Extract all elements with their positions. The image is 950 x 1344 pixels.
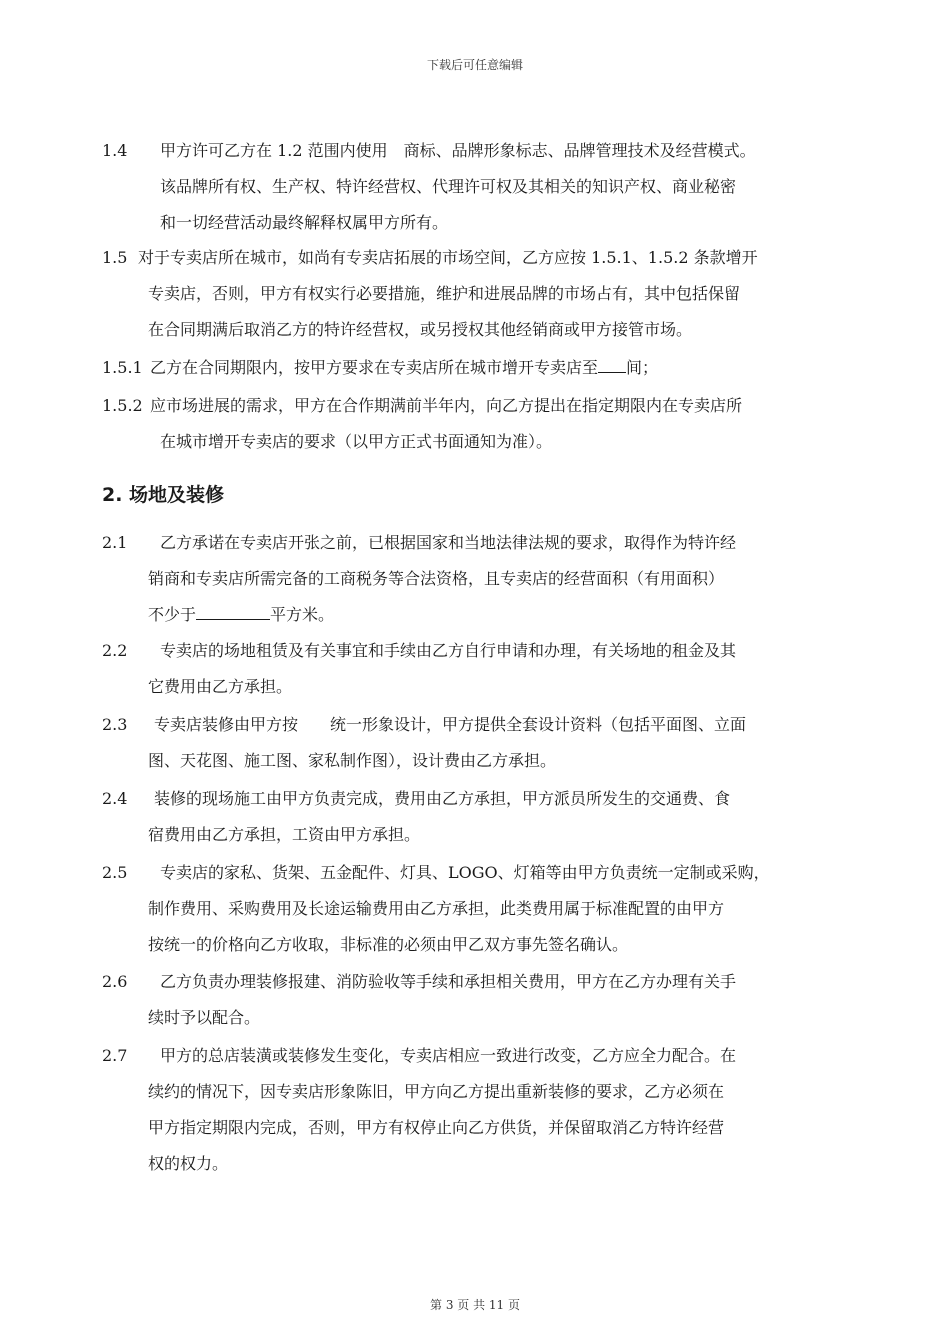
- clause-text: 间；: [626, 358, 659, 377]
- clause-number: 1.4: [102, 141, 128, 160]
- clause-1-5: [102, 240, 882, 348]
- clause-line: 对于专卖店所在城市，如尚有专卖店拓展的市场空间，乙方应按 1.5.1、1.5.2 条款增开: [138, 248, 758, 267]
- clause-number: 2.4: [102, 789, 128, 808]
- clause-number: 1.5.1: [102, 358, 143, 377]
- clause-text: 不少于: [148, 605, 197, 624]
- clause-line: [102, 350, 882, 386]
- clause-line: 专卖店的场地租赁及有关事宜和手续由乙方自行申请和办理，有关场地的租金及其: [160, 641, 737, 660]
- clause-line: 它费用由乙方承担。: [148, 677, 293, 696]
- clause-line: 在城市增开专卖店的要求（以甲方正式书面通知为准）。: [160, 432, 553, 451]
- clause-line: 甲方的总店装潢或装修发生变化，专卖店相应一致进行改变，乙方应全力配合。在: [160, 1046, 737, 1065]
- clause-number: 2.1: [102, 533, 128, 552]
- clause-2-4: [102, 781, 882, 853]
- clause-number: 2.5: [102, 863, 128, 882]
- clause-line: 和一切经营活动最终解释权属甲方所有。: [160, 213, 449, 232]
- clause-1-4: [102, 133, 882, 241]
- clause-line: 甲方指定期限内完成，否则，甲方有权停止向乙方供货，并保留取消乙方特许经营: [148, 1118, 725, 1137]
- clause-number: 2.6: [102, 972, 128, 991]
- clause-2-5: [102, 855, 882, 963]
- clause-line: 专卖店装修由甲方按 统一形象设计，甲方提供全套设计资料（包括平面图、立面: [154, 715, 747, 734]
- section-heading: 2. 场地及装修: [102, 484, 225, 506]
- page-footer: 第 3 页 共 11 页: [430, 1298, 520, 1312]
- clause-1-5-2: [102, 388, 882, 460]
- page-header: 下载后可任意编辑: [426, 58, 523, 72]
- clause-line: 宿费用由乙方承担，工资由甲方承担。: [148, 825, 421, 844]
- clause-2-2: [102, 633, 882, 705]
- clause-number: 2.7: [102, 1046, 128, 1065]
- clause-line: 销商和专卖店所需完备的工商税务等合法资格，且专卖店的经营面积（有用面积）: [148, 569, 725, 588]
- clause-line: 续时予以配合。: [148, 1008, 261, 1027]
- clause-line: 按统一的价格向乙方收取，非标准的必须由甲乙双方事先签名确认。: [148, 935, 629, 954]
- clause-2-6: [102, 964, 882, 1036]
- clause-line: 该品牌所有权、生产权、特许经营权、代理许可权及其相关的知识产权、商业秘密: [160, 177, 737, 196]
- clause-line: 专卖店，否则，甲方有权实行必要措施，维护和进展品牌的市场占有，其中包括保留: [148, 284, 741, 303]
- clause-line: 制作费用、采购费用及长途运输费用由乙方承担，此类费用属于标准配置的由甲方: [148, 899, 725, 918]
- fill-in-blank[interactable]: [598, 354, 626, 373]
- clause-line: 乙方承诺在专卖店开张之前，已根据国家和当地法律法规的要求，取得作为特许经: [160, 533, 737, 552]
- clause-line: 甲方许可乙方在 1.2 范围内使用 商标、品牌形象标志、品牌管理技术及经营模式。: [160, 141, 756, 160]
- clause-text: 乙方在合同期限内，按甲方要求在专卖店所在城市增开专卖店至: [150, 358, 599, 377]
- clause-line: 装修的现场施工由甲方负责完成，费用由乙方承担，甲方派员所发生的交通费、食: [154, 789, 731, 808]
- clause-line: 专卖店的家私、货架、五金配件、灯具、LOGO、灯箱等由甲方负责统一定制或采购，: [160, 863, 770, 882]
- clause-line: 乙方负责办理装修报建、消防验收等手续和承担相关费用，甲方在乙方办理有关手: [160, 972, 737, 991]
- clause-line: 续约的情况下，因专卖店形象陈旧，甲方向乙方提出重新装修的要求，乙方必须在: [148, 1082, 725, 1101]
- clause-line: 权的权力。: [148, 1154, 229, 1173]
- clause-2-1: [102, 525, 882, 633]
- clause-2-3: [102, 707, 882, 779]
- clause-2-7: [102, 1038, 882, 1182]
- fill-in-blank[interactable]: [196, 601, 270, 620]
- clause-1-5-1: [102, 350, 882, 386]
- clause-line: 应市场进展的需求，甲方在合作期满前半年内，向乙方提出在指定期限内在专卖店所: [150, 396, 743, 415]
- clause-line: 图、天花图、施工图、家私制作图），设计费由乙方承担。: [148, 751, 557, 770]
- clause-line: 在合同期满后取消乙方的特许经营权，或另授权其他经销商或甲方接管市场。: [148, 320, 693, 339]
- clause-number: 2.3: [102, 715, 128, 734]
- clause-number: 2.2: [102, 641, 128, 660]
- clause-number: 1.5: [102, 248, 128, 267]
- clause-number: 1.5.2: [102, 396, 143, 415]
- clause-line: [102, 597, 882, 633]
- clause-text: 平方米。: [270, 605, 335, 624]
